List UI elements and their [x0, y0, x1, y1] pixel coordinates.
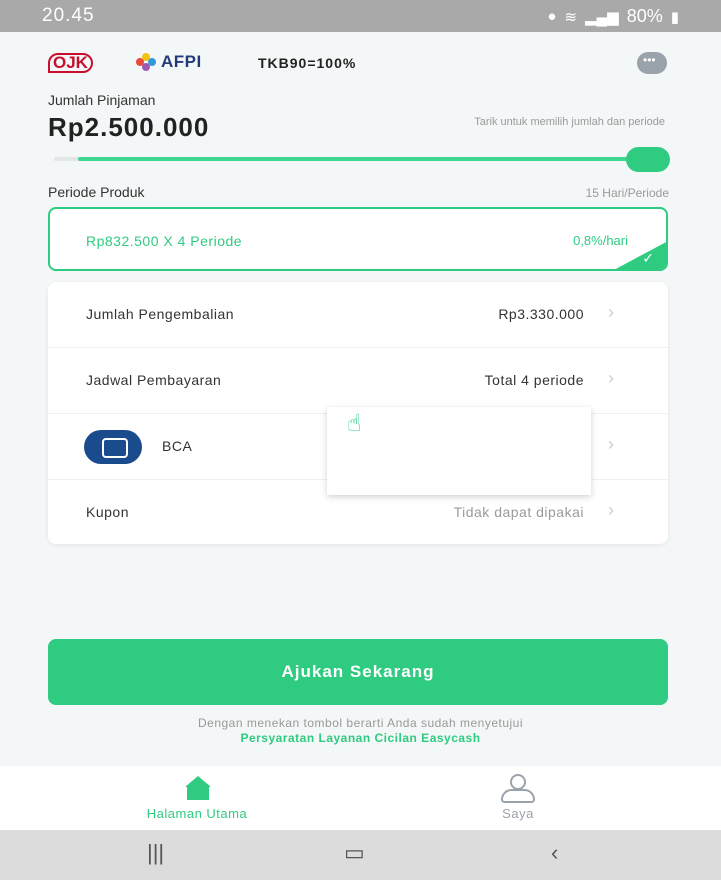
back-icon[interactable]: ‹ [551, 840, 559, 865]
afpi-logo: AFPI [136, 52, 202, 72]
app-screen [0, 32, 721, 766]
check-icon: ✓ [642, 250, 654, 266]
bca-bank-icon [84, 430, 142, 464]
location-icon: ● [547, 8, 557, 25]
selected-corner [612, 241, 668, 271]
loan-amount-slider[interactable] [48, 147, 670, 172]
battery-icon: ▮ [670, 8, 679, 26]
chevron-right-icon: › [608, 434, 614, 454]
tap-hint-popup [327, 407, 591, 495]
signal-icon: ▂▄▆ [585, 8, 619, 26]
chevron-right-icon: › [608, 500, 614, 520]
status-icons [547, 6, 679, 27]
period-installment: Rp832.500 X 4 Periode [86, 233, 243, 249]
home-circle-icon[interactable]: ▭ [344, 840, 365, 865]
chat-bubble-icon[interactable] [637, 52, 667, 74]
ojk-logo: OJK [48, 52, 128, 74]
nav-home-label: Halaman Utama [146, 806, 248, 821]
chevron-right-icon: › [608, 302, 614, 322]
battery-level: 80% [626, 6, 663, 26]
drag-hint: Tarik untuk memilih jumlah dan periode [474, 116, 665, 128]
user-icon [498, 774, 538, 802]
system-nav-bar [0, 830, 721, 880]
agreement-text: Dengan menekan tombol berarti Anda sudah menyetujui [197, 716, 524, 730]
loan-amount-label: Jumlah Pinjaman [48, 92, 156, 108]
period-option-selected[interactable] [48, 207, 668, 271]
period-unit: 15 Hari/Periode [585, 186, 669, 200]
nav-profile[interactable] [438, 774, 598, 821]
payment-schedule-row[interactable]: Jadwal Pembayaran Total 4 periode › [48, 348, 668, 414]
bank-account-row[interactable]: BCA › [48, 414, 668, 480]
tkb-indicator: TKB90=100% [258, 55, 357, 71]
nav-profile-label: Saya [502, 806, 534, 821]
tap-hand-icon: ☝ [347, 410, 362, 437]
chevron-right-icon: › [608, 368, 614, 388]
slider-thumb[interactable] [626, 147, 670, 172]
period-rate: 0,8%/hari [573, 233, 628, 248]
coupon-row[interactable]: Kupon Tidak dapat dipakai › [86, 500, 614, 520]
wifi-icon: ≋ [564, 8, 577, 26]
header [48, 52, 673, 76]
afpi-mark-icon [136, 53, 158, 71]
nav-home[interactable] [117, 774, 277, 821]
recent-apps-icon[interactable]: ||| [147, 840, 165, 865]
status-bar [0, 0, 721, 32]
bottom-nav [0, 766, 721, 830]
home-icon [177, 774, 217, 802]
submit-button[interactable]: Ajukan Sekarang [48, 639, 668, 705]
repayment-amount-row[interactable]: Jumlah Pengembalian Rp3.330.000 › [48, 282, 668, 348]
terms-link[interactable]: Persyaratan Layanan Cicilan Easycash [240, 731, 481, 745]
loan-amount-value: Rp2.500.000 [48, 112, 210, 142]
status-time: 20.45 [42, 5, 95, 26]
slider-fill [78, 157, 648, 161]
period-label: Periode Produk [48, 184, 145, 200]
